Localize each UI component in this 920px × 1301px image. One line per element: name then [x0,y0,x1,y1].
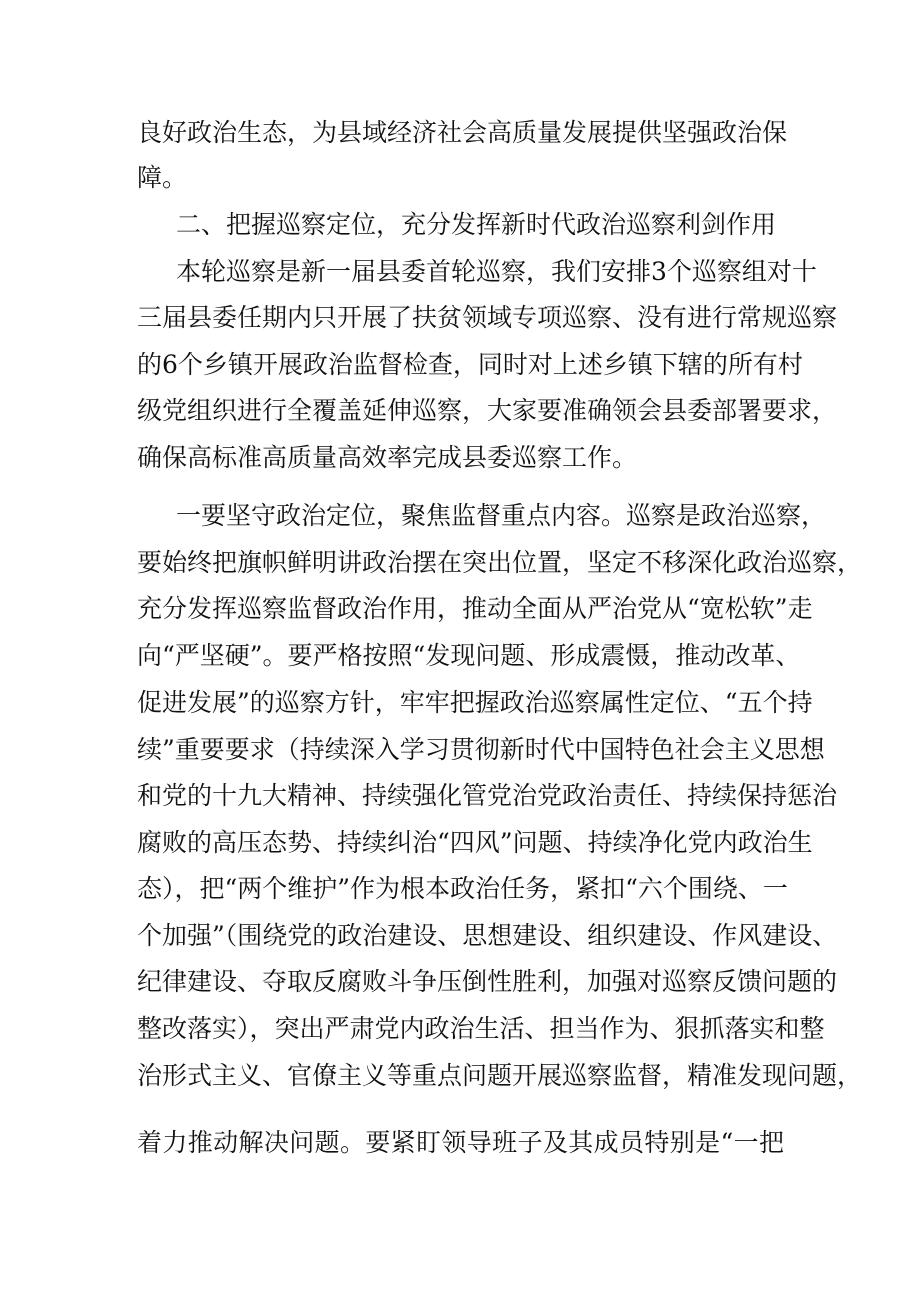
section-heading: 二、把握巡察定位，充分发挥新时代政治巡察利剑作用 [176,210,777,239]
paragraph-line: 一要坚守政治定位，聚焦监督重点内容。巡察是政治巡察， [176,501,827,530]
paragraph-line: 障。 [137,163,188,192]
paragraph-line: 促进发展”的巡察方针，牢牢把握政治巡察属性定位、“五个持 [137,688,813,717]
paragraph-line: 整改落实），突出严肃党内政治生活、担当作为、狠抓落实和整 [137,1014,825,1043]
paragraph-line: 的6个乡镇开展政治监督检查，同时对上述乡镇下辖的所有村 [137,350,803,379]
paragraph-line: 腐败的高压态势、持续纠治“四风”问题、持续净化党内政治生 [137,828,813,857]
paragraph-line: 和党的十九大精神、持续强化管党治党政治责任、持续保持惩治 [137,781,838,810]
paragraph-line: 良好政治生态，为县域经济社会高质量发展提供坚强政治保 [137,118,788,147]
paragraph-line: 个加强”（围绕党的政治建设、思想建设、组织建设、作风建设、 [137,921,838,950]
paragraph-line: 确保高标准高质量高效率完成县委巡察工作。 [137,443,638,472]
paragraph-line: 治形式主义、官僚主义等重点问题开展巡察监督，精准发现问题， [137,1061,863,1090]
paragraph-line: 态），把“两个维护”作为根本政治任务，紧扣“六个围绕、一 [137,874,788,903]
paragraph-line: 续”重要要求（持续深入学习贯彻新时代中国特色社会主义思想 [137,735,825,764]
paragraph-line: 三届县委任期内只开展了扶贫领域专项巡察、没有进行常规巡察 [137,303,838,332]
paragraph-line: 级党组织进行全覆盖延伸巡察，大家要准确领会县委部署要求， [137,396,838,425]
paragraph-line: 充分发挥巡察监督政治作用，推动全面从严治党从“宽松软”走 [137,594,813,623]
paragraph-line: 着力推动解决问题。要紧盯领导班子及其成员特别是“一把 [137,1128,784,1157]
paragraph-line: 纪律建设、夺取反腐败斗争压倒性胜利，加强对巡察反馈问题的 [137,967,838,996]
paragraph-line: 要始终把旗帜鲜明讲政治摆在突出位置，坚定不移深化政治巡察， [137,548,863,577]
paragraph-line: 本轮巡察是新一届县委首轮巡察，我们安排3个巡察组对十 [176,257,817,286]
paragraph-line: 向“严坚硬”。要严格按照“发现问题、形成震慑，推动改革、 [137,641,801,670]
